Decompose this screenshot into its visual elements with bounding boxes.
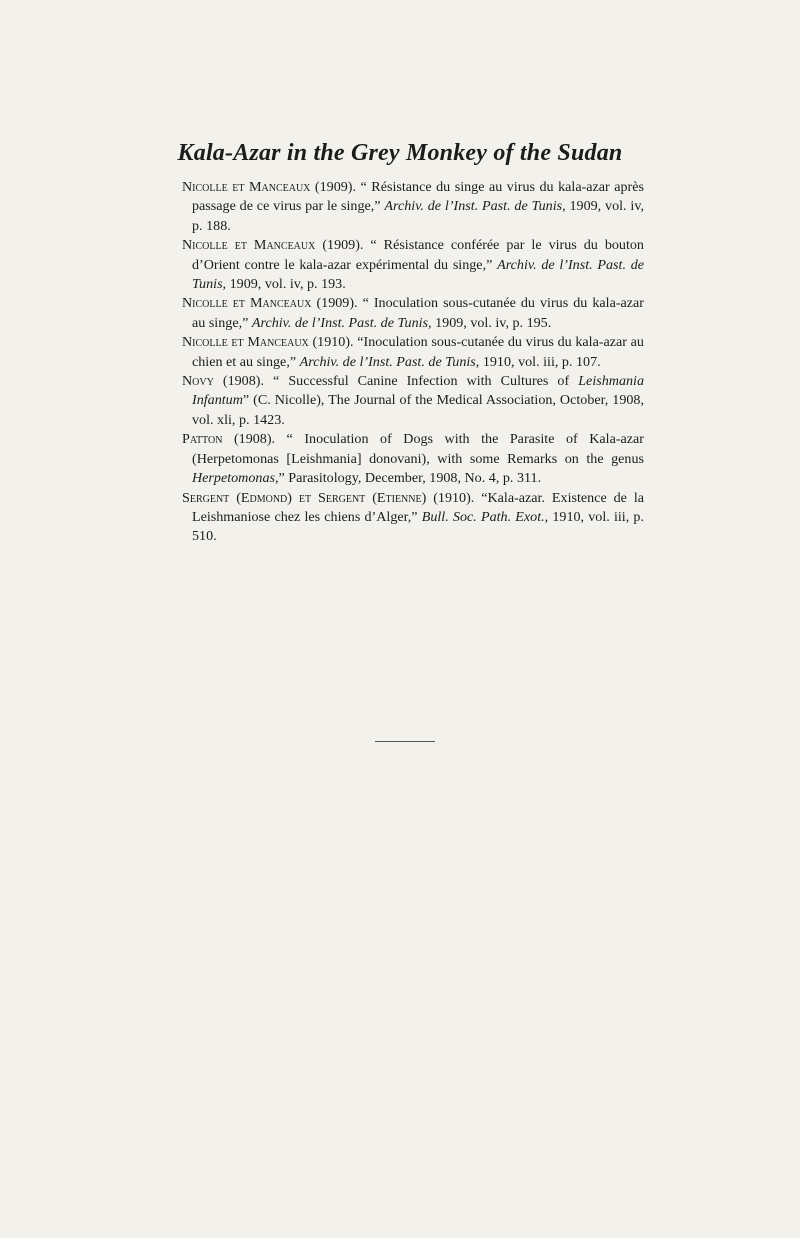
reference-journal: Archiv. de l’Inst. Past. de Tunis, — [192, 256, 645, 293]
reference-item — [182, 178, 644, 236]
reference-authors: Nicolle et Manceaux — [182, 295, 312, 312]
reference-details: 1909, vol. iv, p. 193. — [226, 276, 346, 293]
reference-authors: Patton — [182, 431, 223, 448]
reference-item — [182, 430, 644, 488]
page-title: Kala-Azar in the Grey Monkey of the Sudan — [177, 140, 623, 166]
reference-authors: Nicolle et Manceaux — [182, 237, 316, 254]
end-divider — [375, 741, 435, 742]
reference-journal: Archiv. de l’Inst. Past. de Tunis, — [299, 353, 480, 370]
reference-journal: Archiv. de l’Inst. Past. de Tunis, — [251, 314, 432, 331]
reference-text: (1909). “ Résistance du singe au virus du kala-azar après passage de ce virus par le singe,” — [192, 179, 644, 215]
reference-journal: Leishmania Infantum — [192, 373, 644, 409]
reference-text: (1909). “ Inoculation sous-cutanée du virus du kala-azar au singe,” — [192, 295, 644, 331]
reference-item — [182, 333, 644, 372]
reference-authors: Sergent (Edmond) et Sergent (Etienne) — [182, 489, 427, 506]
reference-item — [182, 294, 644, 333]
reference-item — [182, 236, 644, 294]
reference-authors: Nicolle et Manceaux — [182, 179, 311, 195]
reference-details: 1909, vol. iv, p. 195. — [431, 314, 552, 331]
reference-item — [182, 489, 644, 547]
reference-details: ” Parasitology, December, 1908, No. 4, p. 311. — [278, 470, 542, 487]
reference-journal: Herpetomonas, — [192, 470, 279, 487]
reference-details: ” (C. Nicolle), The Journal of the Medical Association, October, 1908, vol. xli, p. 1423. — [192, 392, 644, 428]
reference-text: (1909). “ Résistance conférée par le virus du bouton d’Orient contre le kala-azar expérimental du singe,” — [192, 237, 644, 273]
reference-item — [182, 372, 644, 430]
reference-details: 1910, vol. iii, p. 107. — [479, 353, 601, 370]
reference-authors: Nicolle et Manceaux — [182, 334, 309, 351]
reference-details: 1910, vol. iii, p. 510. — [192, 508, 644, 545]
reference-list — [182, 178, 644, 547]
reference-text: (1908). “ Inoculation of Dogs with the Parasite of Kala-azar (Herpetomonas [Leishmania] donovani), with some Remarks on the genus — [192, 431, 644, 467]
reference-authors: Novy — [182, 373, 214, 390]
reference-journal: Archiv. de l’Inst. Past. de Tunis, — [384, 198, 566, 215]
reference-text: (1910). “Kala-azar. Existence de la Leishmaniose chez les chiens d’Alger,” — [192, 489, 645, 525]
reference-text: (1910). “Inoculation sous-cutanée du virus du kala-azar au chien et au singe,” — [192, 334, 644, 370]
reference-text: (1908). “ Successful Canine Infection with Cultures of — [213, 373, 579, 390]
reference-details: 1909, vol. iv, p. 188. — [192, 198, 644, 234]
reference-journal: Bull. Soc. Path. Exot., — [421, 508, 549, 525]
